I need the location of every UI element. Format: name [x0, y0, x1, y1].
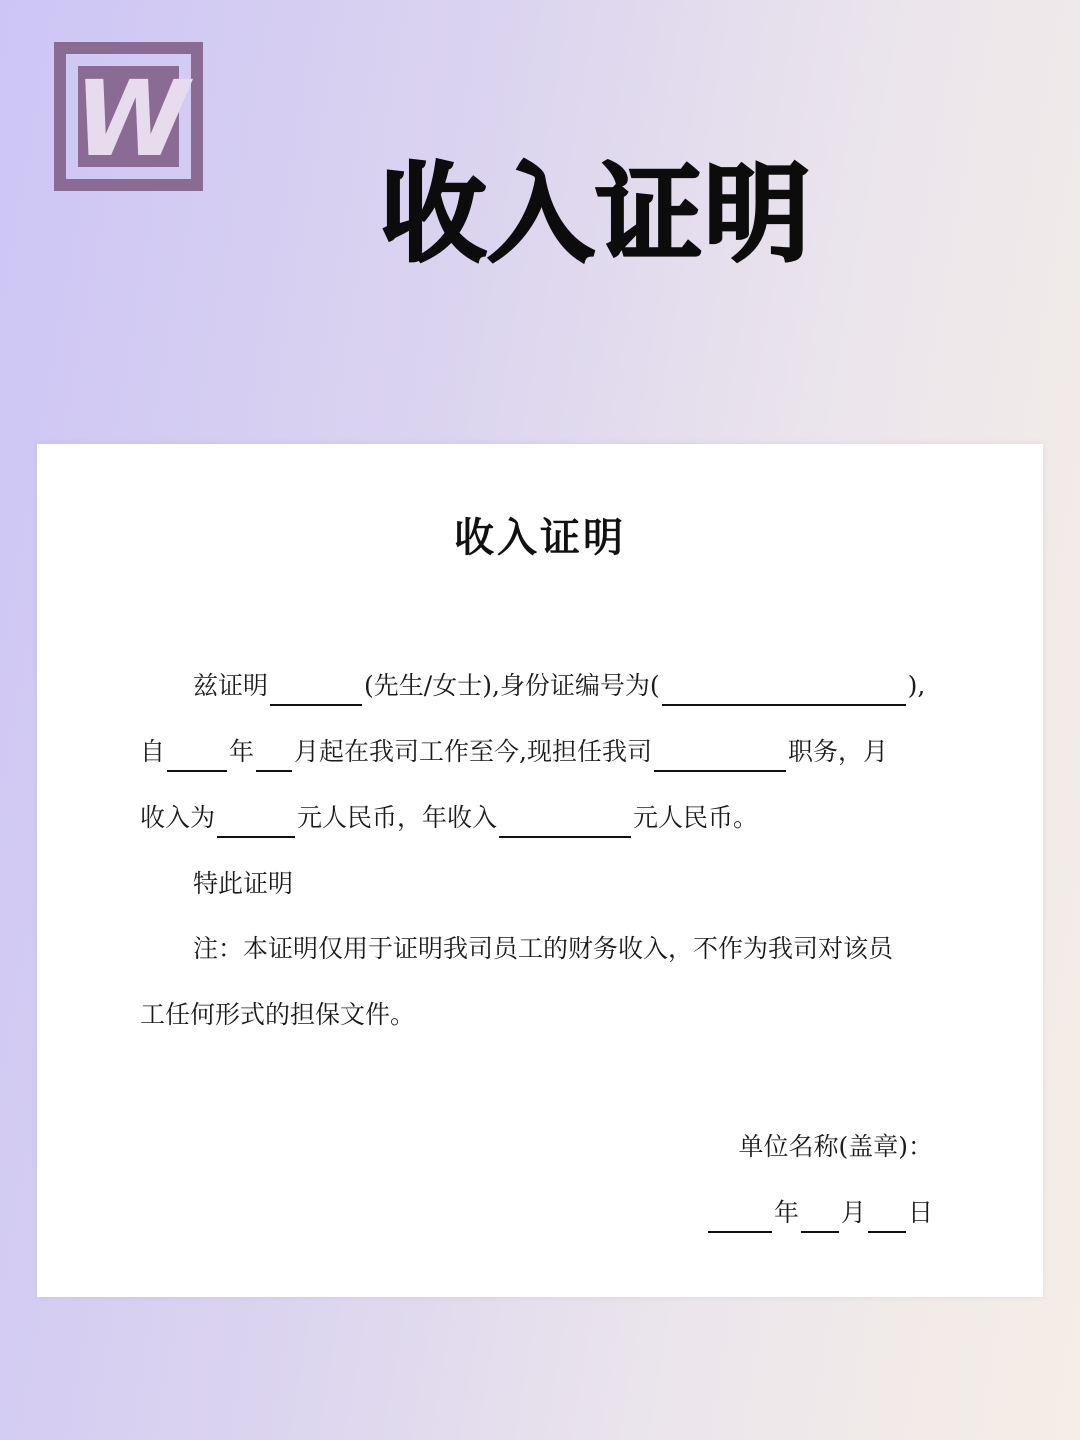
text-segment: 元人民币。 — [633, 803, 759, 832]
position-blank[interactable] — [654, 740, 786, 772]
hero-title: 收入证明 — [380, 153, 812, 276]
id-number-blank[interactable] — [662, 674, 906, 706]
text-segment: 年 — [229, 737, 255, 766]
sign-date-line — [706, 1193, 933, 1233]
name-blank[interactable] — [270, 674, 362, 706]
annual-income-blank[interactable] — [499, 806, 631, 838]
paragraph-line-1 — [193, 666, 925, 706]
text-segment: 日 — [907, 1198, 933, 1227]
sign-day-blank[interactable] — [868, 1201, 906, 1233]
word-logo — [54, 42, 203, 191]
text-segment: (先生/女士),身份证编号为( — [364, 671, 660, 700]
paragraph-line-3 — [140, 798, 758, 838]
paragraph-line-2 — [140, 732, 888, 772]
text-segment: 职务，月 — [787, 737, 888, 766]
text-segment: 元人民币，年收入 — [297, 803, 498, 832]
certify-line: 特此证明 — [193, 869, 294, 898]
text-segment: 自 — [140, 737, 166, 766]
document-title: 收入证明 — [454, 514, 626, 561]
text-segment: ), — [907, 671, 926, 700]
logo-glyph: W — [74, 57, 183, 180]
note-line-1: 注：本证明仅用于证明我司员工的财务收入，不作为我司对该员 — [193, 934, 894, 963]
sign-year-blank[interactable] — [708, 1201, 772, 1233]
word-icon — [74, 57, 183, 180]
sign-month-blank[interactable] — [801, 1201, 839, 1233]
text-segment: 兹证明 — [193, 671, 269, 700]
note-line-2: 工任何形式的担保文件。 — [140, 1000, 416, 1029]
text-segment: 收入为 — [140, 803, 216, 832]
document-paper — [37, 444, 1043, 1297]
text-segment: 年 — [773, 1198, 799, 1227]
text-segment: 月 — [840, 1198, 866, 1227]
monthly-income-blank[interactable] — [217, 806, 295, 838]
start-month-blank[interactable] — [256, 740, 292, 772]
org-seal-label: 单位名称(盖章)： — [738, 1132, 933, 1161]
start-year-blank[interactable] — [167, 740, 227, 772]
text-segment: 月起在我司工作至今,现担任我司 — [294, 737, 652, 766]
